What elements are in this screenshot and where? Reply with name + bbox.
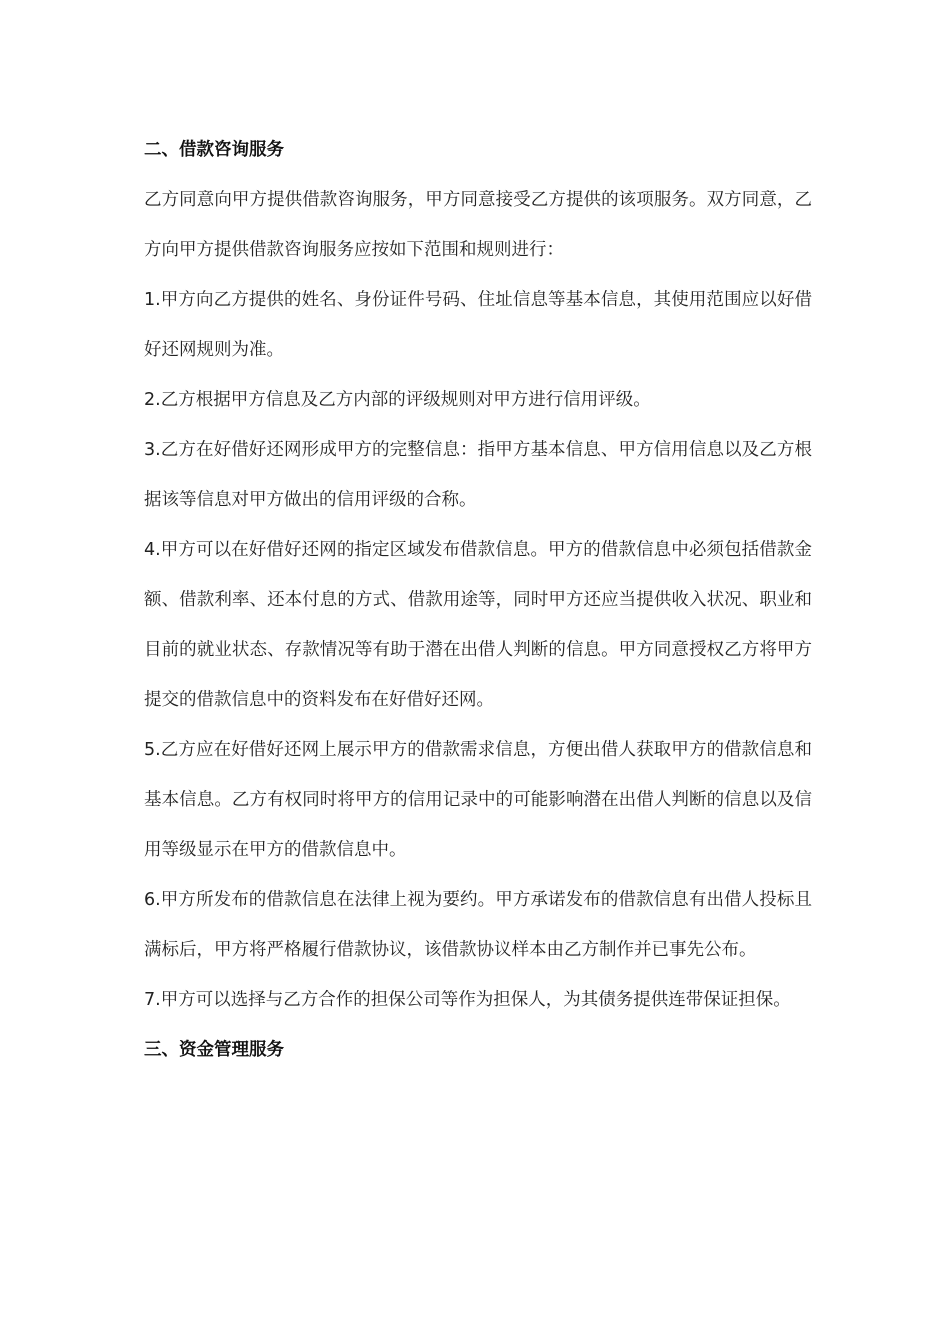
intro-paragraph: 乙方同意向甲方提供借款咨询服务，甲方同意接受乙方提供的该项服务。双方同意，乙方向甲方提供借款咨询服务应按如下范围和规则进行：	[144, 190, 812, 260]
clause-item-2: 2.乙方根据甲方信息及乙方内部的评级规则对甲方进行信用评级。	[144, 390, 651, 410]
clause-item-5: 5.乙方应在好借好还网上展示甲方的借款需求信息，方便出借人获取甲方的借款信息和基本信息。乙方有权同时将甲方的信用记录中的可能影响潜在出借人判断的信息以及信用等级显示在甲方的借款信息中。	[144, 740, 812, 860]
clause-item-6: 6.甲方所发布的借款信息在法律上视为要约。甲方承诺发布的借款信息有出借人投标且满标后，甲方将严格履行借款协议，该借款协议样本由乙方制作并已事先公布。	[144, 890, 812, 960]
clause-item-7: 7.甲方可以选择与乙方合作的担保公司等作为担保人，为其债务提供连带保证担保。	[144, 990, 791, 1010]
clause-item-4: 4.甲方可以在好借好还网的指定区域发布借款信息。甲方的借款信息中必须包括借款金额、借款利率、还本付息的方式、借款用途等，同时甲方还应当提供收入状况、职业和目前的就业状态、存款情况等有助于潜在出借人判断的信息。甲方同意授权乙方将甲方提交的借款信息中的资料发布在好借好还网。	[144, 540, 812, 710]
clause-item-3: 3.乙方在好借好还网形成甲方的完整信息：指甲方基本信息、甲方信用信息以及乙方根据该等信息对甲方做出的信用评级的合称。	[144, 440, 812, 510]
section-heading-loan-consulting: 二、借款咨询服务	[144, 140, 284, 160]
clause-item-1: 1.甲方向乙方提供的姓名、身份证件号码、住址信息等基本信息，其使用范围应以好借好还网规则为准。	[144, 290, 812, 360]
document-body	[144, 125, 812, 1075]
section-heading-fund-management: 三、资金管理服务	[144, 1040, 284, 1060]
